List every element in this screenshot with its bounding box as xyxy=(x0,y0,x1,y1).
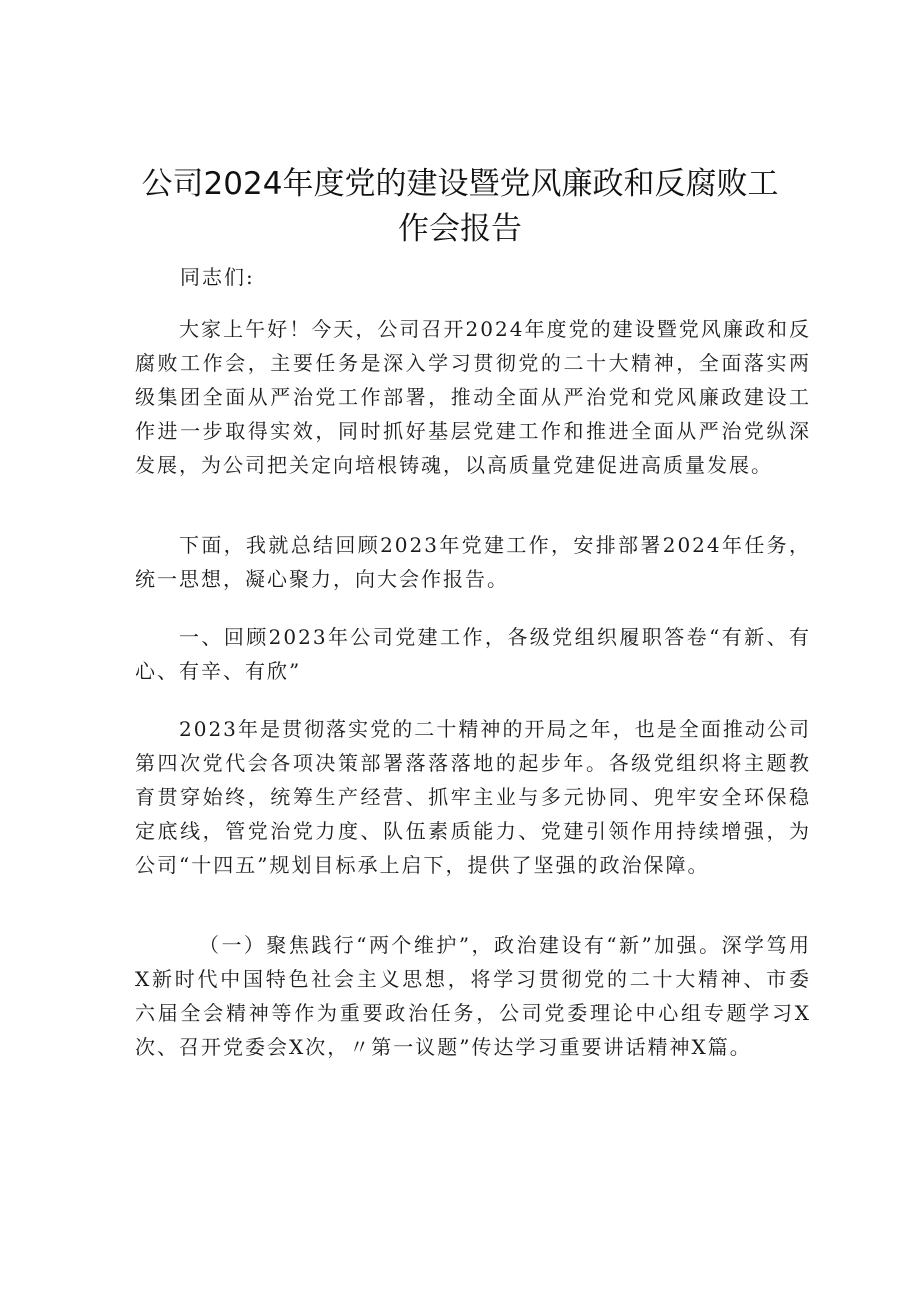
subsection-1-paragraph: （一）聚焦践行“两个维护”，政治建设有“新”加强。深学笃用X新时代中国特色社会主义思想，将学习贯彻党的二十大精神、市委六届全会精神等作为重要政治任务，公司党委理论中心组专题学习X次、召开党委会X次，〃第一议题”传达学习重要讲话精神X篇。 xyxy=(135,933,811,1059)
paragraph-opening: 大家上午好！今天，公司召开2024年度党的建设暨党风廉政和反腐败工作会，主要任务是深入学习贯彻党的二十大精神，全面落实两级集团全面从严治党工作部署，推动全面从严治党和党风廉政建设工作进一步取得实效，同时抓好基层党建工作和推进全面从严治党纵深发展，为公司把关定向培根铸魂，以高质量党建促进高质量发展。 xyxy=(135,317,811,477)
greeting: 同志们: xyxy=(180,265,255,289)
title-line-1: 公司2024年度党的建设暨党风廉政和反腐败工 xyxy=(141,166,779,202)
paragraph-outline: 下面，我就总结回顾2023年党建工作，安排部署2024年任务，统一思想，凝心聚力，向大会作报告。 xyxy=(135,533,811,591)
page-title xyxy=(140,162,780,252)
paragraph-2023-review: 2023年是贯彻落实党的二十精神的开局之年，也是全面推动公司第四次党代会各项决策部署落落落地的起步年。各级党组织将主题教育贯穿始终，统筹生产经营、抓牢主业与多元协同、兜牢安全环保稳定底线，管党治党力度、队伍素质能力、党建引领作用持续增强，为公司“十四五”规划目标承上启下，提供了坚强的政治保障。 xyxy=(135,717,811,877)
title-line-2: 作会报告 xyxy=(398,211,522,247)
section-heading-1: 一、回顾2023年公司党建工作，各级党组织履职答卷“有新、有心、有辛、有欣” xyxy=(135,625,811,683)
